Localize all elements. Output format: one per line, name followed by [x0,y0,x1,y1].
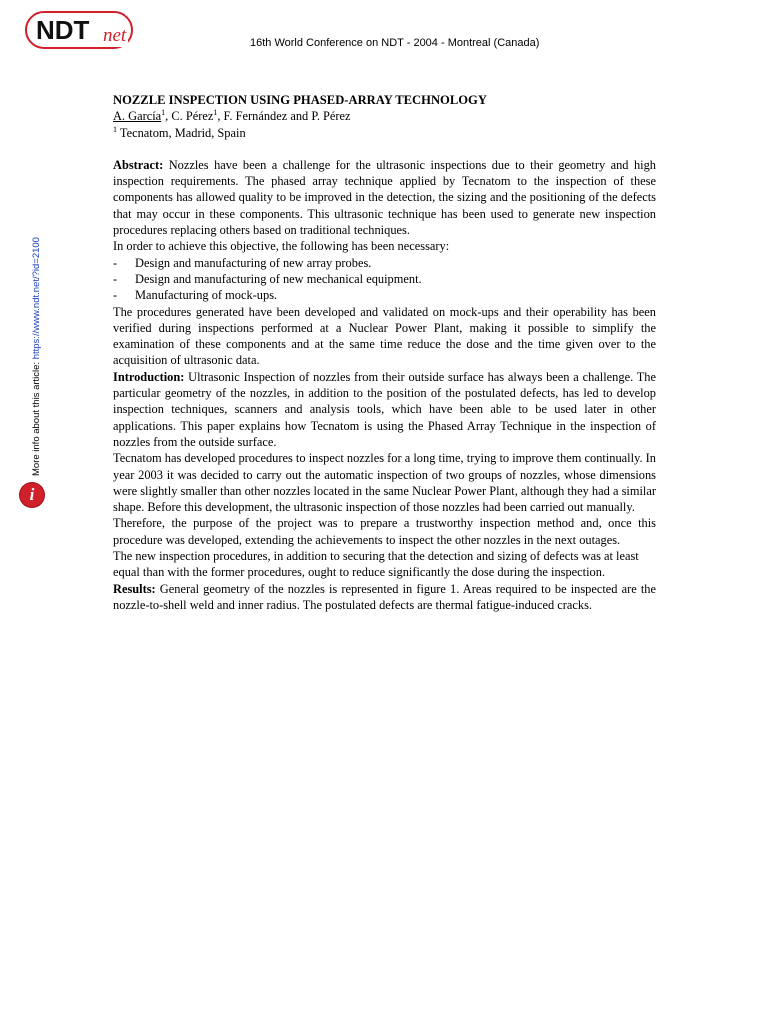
paper-authors [113,108,656,124]
introduction-paragraph [113,369,656,450]
conference-header: 16th World Conference on NDT - 2004 - Montreal (Canada) [250,37,540,49]
author-first: A. García [113,109,162,124]
ndt-net-logo[interactable] [25,11,137,53]
info-icon[interactable]: i [20,483,44,507]
author-rest: , F. Fernández and P. Pérez [217,109,351,124]
results-text: General geometry of the nozzles is represented in figure 1. Areas required to be inspected are the nozzle-to-shell weld and inner radius. The postulated defects are thermal fatigue-induced cracks. [113,581,656,612]
introduction-p2: Tecnatom has developed procedures to inspect nozzles for a long time, trying to improve them continually. In year 2003 it was decided to carry out the automatic inspection of two groups of nozzles, whose dimensions were slightly smaller than other nozzles located in the same Nuclear Power Plant, although they had a similar shape. Before this development, the ultrasonic inspection of those nozzles had been carried out manually. [113,451,656,515]
introduction-label: Introduction: [113,369,185,384]
affiliation-text: Tecnatom, Madrid, Spain [117,125,246,140]
abstract-text: Nozzles have been a challenge for the ultrasonic inspections due to their geometry and high inspection requirements. The phased array technique applied by Tecnatom to the inspection of these components has allowed quality to be improved in the detection, the sizing and the positioning of the defects that may occur in these components. This ultrasonic technique has been used to generate new inspection procedures replacing others based on traditional techniques. [113,157,656,238]
paper-body [113,92,656,613]
abstract-objective: In order to achieve this objective, the following has been necessary: [113,239,450,254]
abstract-label: Abstract: [113,157,164,172]
sidebar-prefix: More info about this article: [31,359,42,476]
introduction-text: Ultrasonic Inspection of nozzles from their outside surface has always been a challenge. The particular geometry of the nozzles, in addition to the position of the postulated defects, has led to develop inspection techniques, scanners and analysis tools, which have been able to be used later in other applications. This paper explains how Tecnatom is using the Phased Array Technique in the inspection of nozzles from the outside surface. [113,369,656,449]
results-paragraph [113,581,656,614]
affiliation-sup: 1 [113,124,117,134]
bullet-3: Manufacturing of mock-ups. [135,288,278,303]
introduction-p3: Therefore, the purpose of the project was to prepare a trustworthy inspection method and, once this procedure was developed, extending the achievements to inspect the other nozzles in the next outages. [113,516,656,547]
bullet-2: Design and manufacturing of new mechanical equipment. [135,271,422,286]
author-second-sup: 1 [213,108,218,118]
logo-net-text: net [103,25,127,46]
author-first-sup: 1 [161,108,166,118]
results-label: Results: [113,581,156,596]
author-second: , C. Pérez [165,109,214,124]
paper-title: NOZZLE INSPECTION USING PHASED-ARRAY TECHNOLOGY [113,93,487,107]
list-item: - Design and manufacturing of new array probes. [113,255,372,270]
list-item: - Manufacturing of mock-ups. [113,288,278,303]
abstract-procedures: The procedures generated have been developed and validated on mock-ups and their operability has been verified during inspections performed at a Nuclear Power Plant, making it possible to simplify the examination of these components and at the same time reduce the dose and the time given over to the acquisition of ultrasonic data. [113,304,656,368]
affiliation [113,125,656,141]
abstract-paragraph [113,157,656,238]
bullet-1: Design and manufacturing of new array probes. [135,255,372,270]
sidebar-article-info [31,237,42,476]
article-link[interactable]: https://www.ndt.net/?id=2100 [31,237,42,360]
list-item: - Design and manufacturing of new mechanical equipment. [113,271,422,286]
logo-ndt-text: NDT [36,15,90,45]
introduction-p4: The new inspection procedures, in addition to securing that the detection and sizing of defects was at least equal than with the former procedures, ought to reduce significantly the dose during the inspection. [113,549,639,580]
